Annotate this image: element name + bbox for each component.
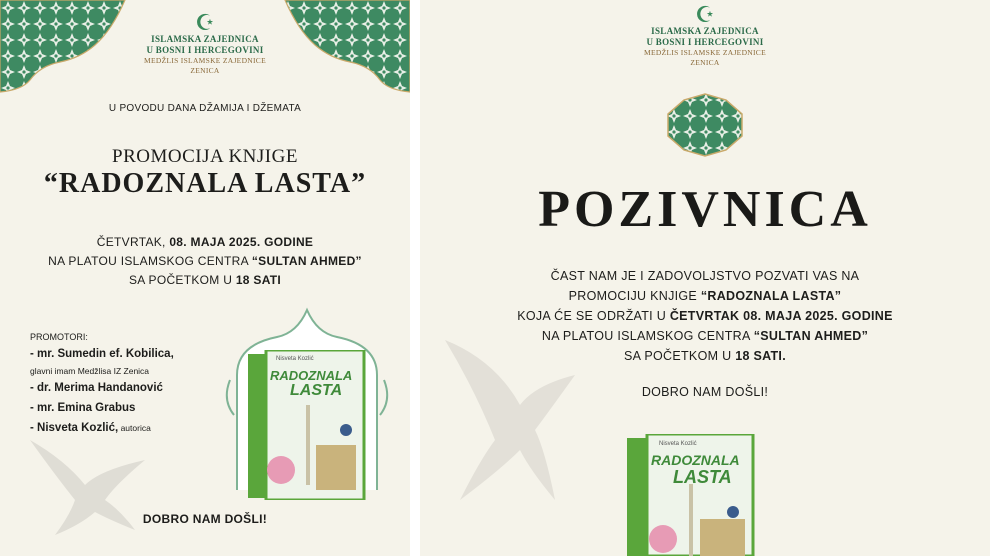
org-line1: ISLAMSKA ZAJEDNICA	[651, 26, 759, 36]
crescent-star-icon: ☪	[195, 10, 215, 35]
invitation-line-3: KOJA ĆE SE ODRŽATI U ČETVRTAK 08. MAJA 2025. GODINE	[517, 309, 893, 323]
book-cover-title-1: RADOZNALA	[270, 368, 353, 383]
org-line1: ISLAMSKA ZAJEDNICA	[151, 34, 259, 44]
promoters-list	[30, 344, 174, 438]
crescent-star-icon: ☪	[695, 2, 715, 27]
promoter-2: - dr. Merima Handanović	[30, 382, 163, 394]
org-logo-right	[630, 4, 780, 68]
corner-pattern-left	[0, 0, 130, 95]
event-date: ČETVRTAK, 08. MAJA 2025. GODINE	[96, 235, 314, 249]
promoter-4: - Nisveta Kozlić, autorica	[30, 422, 151, 434]
book-author: Nisveta Kozlić	[659, 441, 697, 447]
invitation-line-2: PROMOCIJU KNJIGE “RADOZNALA LASTA”	[568, 289, 842, 303]
invitation-line-1: ČAST NAM JE I ZADOVOLJSTVO POZVATI VAS NA	[550, 269, 860, 283]
book-cover-title-2: LASTA	[290, 382, 343, 399]
event-place: NA PLATOU ISLAMSKOG CENTRA “SULTAN AHMED”	[48, 254, 362, 268]
book-title: “RADOZNALA LASTA”	[43, 168, 367, 199]
org-line4: ZENICA	[690, 58, 720, 67]
book-cover-title-2: LASTA	[673, 467, 732, 487]
welcome-text-right: DOBRO NAM DOŠLI!	[641, 385, 769, 399]
occasion-text: U POVODU DANA DŽAMIJA I DŽEMATA	[108, 103, 302, 114]
org-line2: U BOSNI I HERCEGOVINI	[646, 37, 764, 47]
swallow-bird-icon	[435, 330, 585, 510]
book-cover-title-1: RADOZNALA	[651, 452, 740, 468]
event-time: SA POČETKOM U 18 SATI	[128, 273, 282, 287]
book-cover	[625, 434, 755, 556]
org-logo	[130, 12, 280, 76]
event-info	[0, 233, 410, 290]
invitation-line-4: NA PLATOU ISLAMSKOG CENTRA “SULTAN AHMED”	[541, 329, 869, 343]
org-line3: MEDŽLIS ISLAMSKE ZAJEDNICE	[644, 48, 766, 57]
corner-pattern-right	[280, 0, 410, 95]
geometric-ornament	[666, 92, 744, 158]
promo-title: PROMOCIJA KNJIGE	[112, 146, 298, 167]
separator	[410, 0, 420, 556]
left-poster	[0, 0, 410, 556]
org-line4: ZENICA	[190, 66, 220, 75]
promoter-1: - mr. Sumedin ef. Kobilica,	[30, 348, 174, 360]
book-author: Nisveta Kozlić	[276, 356, 314, 362]
promoters-heading: PROMOTORI:	[30, 332, 88, 342]
invitation-heading: POZIVNICA	[538, 181, 872, 238]
org-line3: MEDŽLIS ISLAMSKE ZAJEDNICE	[144, 56, 266, 65]
org-line2: U BOSNI I HERCEGOVINI	[146, 45, 264, 55]
book-cover	[246, 350, 366, 500]
right-poster	[420, 0, 990, 556]
invitation-line-5: SA POČETKOM U 18 SATI.	[624, 349, 786, 363]
promoter-3: - mr. Emina Grabus	[30, 402, 136, 414]
promoter-1-note: glavni imam Medžlisa IZ Zenica	[30, 366, 150, 376]
welcome-text-left: DOBRO NAM DOŠLI!	[142, 512, 268, 526]
